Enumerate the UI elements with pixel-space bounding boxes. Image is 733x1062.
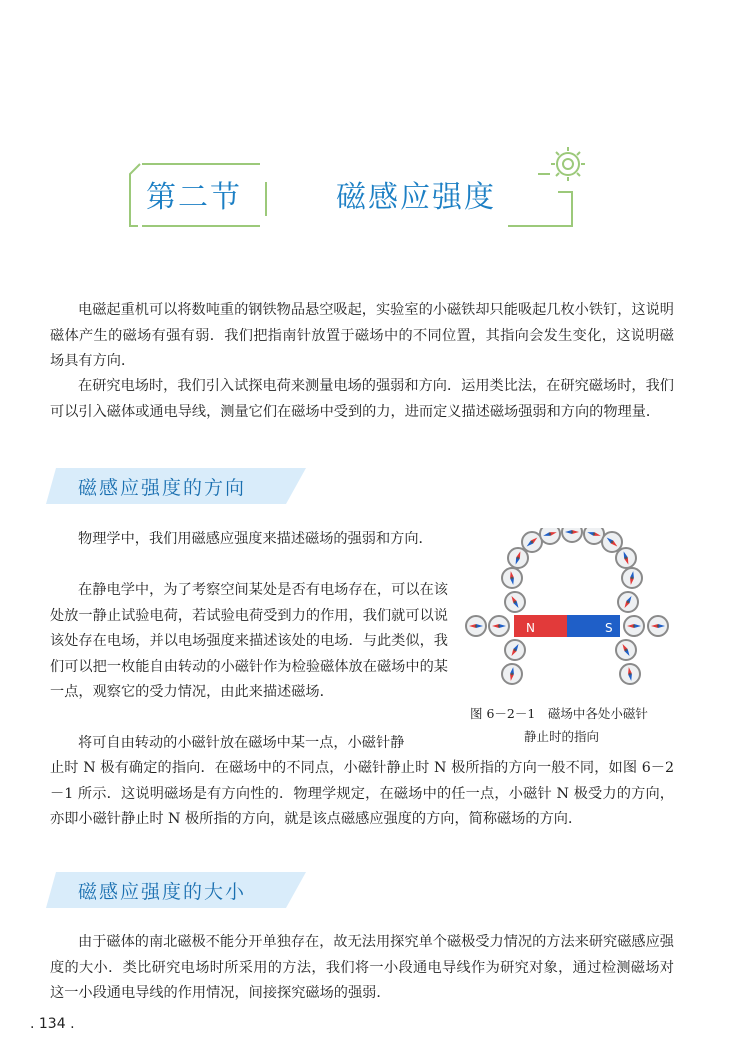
compass-needle xyxy=(562,528,582,542)
compass-needle xyxy=(505,592,525,612)
compass-needle xyxy=(540,528,560,544)
subheading-direction xyxy=(46,468,306,504)
figure-caption-line-1: 图 6－2－1 磁场中各处小磁针 xyxy=(470,706,648,721)
compass-needle xyxy=(620,664,640,684)
subheading-magnitude-text: 磁感应强度的大小 xyxy=(78,881,247,903)
intro-paragraph-1: 电磁起重机可以将数吨重的钢铁物品悬空吸起，实验室的小磁铁却只能吸起几枚小铁钉，这说明磁体产生的磁场有强有弱．我们把指南针放置于磁场中的不同位置，其指向会发生变化，这说明磁场具有方向． xyxy=(50,302,674,369)
compass-needle xyxy=(466,616,486,636)
page-number: . 134 . xyxy=(30,1016,75,1032)
subheading-direction-text: 磁感应强度的方向 xyxy=(78,477,247,499)
compass-needle xyxy=(522,532,542,552)
compass-magnet-figure xyxy=(462,528,680,698)
compass-needle xyxy=(502,568,522,588)
subheading-magnitude xyxy=(46,872,306,908)
magnitude-paragraph-1: 由于磁体的南北磁极不能分开单独存在，故无法用探究单个磁极受力情况的方法来研究磁感应强度的大小．类比研究电场时所采用的方法，我们将一小段通电导线作为研究对象，通过检测磁场对这一小段通电导线的作用情况，间接探究磁场的强弱． xyxy=(50,934,674,1001)
figure-caption-line-2: 静止时的指向 xyxy=(524,729,600,744)
compass-needle xyxy=(489,616,509,636)
magnet-north-half xyxy=(514,615,567,637)
compass-needle xyxy=(616,640,636,660)
compass-needle xyxy=(624,616,644,636)
intro-paragraph-2: 在研究电场时，我们引入试探电荷来测量电场的强弱和方向．运用类比法，在研究磁场时，我们可以引入磁体或通电导线，测量它们在磁场中受到的力，进而定义描述磁场强弱和方向的物理量． xyxy=(50,378,674,420)
compass-needle xyxy=(505,640,525,660)
section-number: 第二节 xyxy=(146,180,242,215)
section-title: 磁感应强度 xyxy=(336,180,496,215)
compass-needle xyxy=(648,616,668,636)
compass-needle xyxy=(622,568,642,588)
compass-needle xyxy=(584,528,604,544)
magnet-north-label: N xyxy=(526,621,535,635)
bar-magnet xyxy=(514,615,620,637)
direction-paragraph-3-rest: 止时 N 极有确定的指向．在磁场中的不同点，小磁针静止时 N 极所指的方向一般不同，如图 6－2－1 所示．这说明磁场是有方向性的．物理学规定，在磁场中的任一点，小磁针 N 极受力的方向，亦即小磁针静止时 N 极所指的方向，就是该点磁感应强度的方向，简称磁场的方向． xyxy=(50,760,674,827)
compass-needle xyxy=(618,592,638,612)
compass-needle xyxy=(616,548,636,568)
compass-needle xyxy=(502,664,522,684)
compass-needle xyxy=(508,548,528,568)
direction-paragraph-3-first-line: 将可自由转动的小磁针放在磁场中某一点，小磁针静 xyxy=(78,735,405,751)
direction-paragraph-1: 物理学中，我们用磁感应强度来描述磁场的强弱和方向． xyxy=(78,531,433,547)
direction-paragraph-2: 在静电学中，为了考察空间某处是否有电场存在，可以在该处放一静止试验电荷，若试验电荷受到力的作用，我们就可以说该处存在电场，并以电场强度来描述该处的电场．与此类似，我们可以把一枚能自由转动的小磁针作为检验磁体放在磁场中的某一点，观察它的受力情况，由此来描述磁场． xyxy=(50,582,448,700)
magnet-south-label: S xyxy=(605,621,613,635)
compass-needle xyxy=(602,532,622,552)
gear-icon xyxy=(536,142,594,200)
